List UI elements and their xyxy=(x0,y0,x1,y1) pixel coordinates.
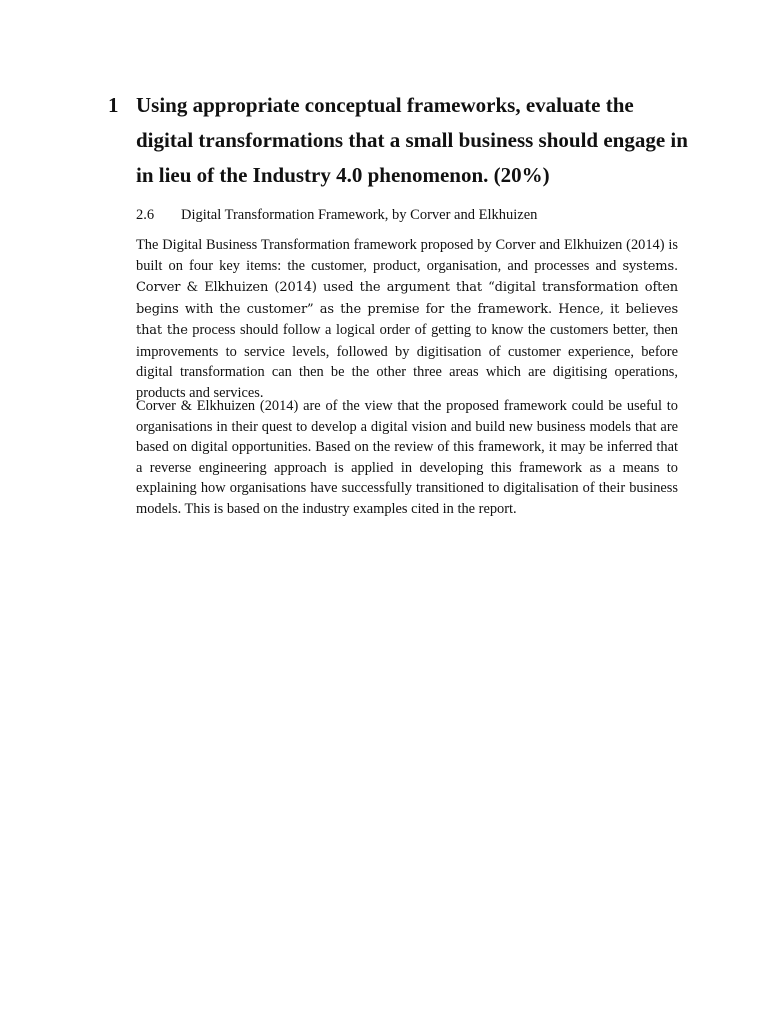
question-text: Using appropriate conceptual frameworks, evaluate the digital transformations that a small business should engage in in lieu of the Industry 4.0 phenomenon. (20%) xyxy=(136,93,688,187)
paragraph-1-text-c: process should follow a logical order of getting to know the customers better, then improvements to service levels, followed by digitisation of customer experience, before digital transformation can then be the other three areas which are digitising operations, products and services. xyxy=(136,322,679,401)
paragraph-1-text-b: systems. Corver & Elkhuizen (2014) used the argument that “digital transformation often begins with the customer” as the premise for the framework. Hence, it believes that the xyxy=(136,258,678,338)
question-heading xyxy=(108,88,688,193)
question-number: 1 xyxy=(108,93,119,117)
section-heading xyxy=(136,205,537,225)
section-title: Digital Transformation Framework, by Corver and Elkhuizen xyxy=(181,207,538,223)
paragraph-1 xyxy=(136,235,678,403)
paragraph-2: Corver & Elkhuizen (2014) are of the view that the proposed framework could be useful to organisations in their quest to develop a digital vision and build new business models that are based on digital opportunities. Based on the review of this framework, it may be inferred that a reverse engineering approach is applied in developing this framework as a means to explaining how organisations have successfully transitioned to digitalisation of their business models. This is based on the industry examples cited in the report. xyxy=(136,398,678,517)
section-number: 2.6 xyxy=(136,207,155,223)
paragraph-1-text-a: The Digital Business Transformation framework proposed by Corver and Elkhuizen (2014) is built on four key items: the customer, product, organisation, and processes and xyxy=(136,237,678,274)
